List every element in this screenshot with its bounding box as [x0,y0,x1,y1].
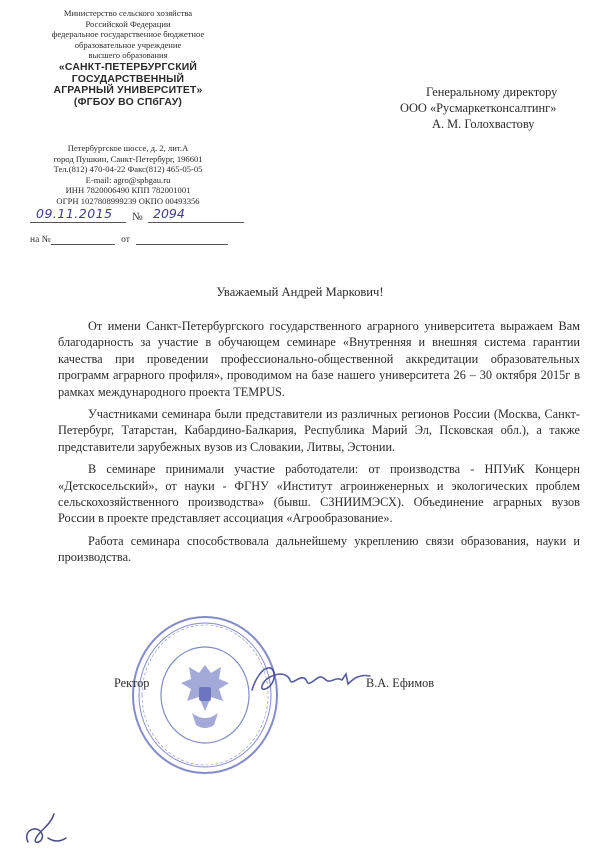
on-number-label: на № [30,235,51,245]
addressee-block [400,84,590,132]
addressee-title: Генеральному директору [426,85,558,99]
ministry-line: Министерство сельского хозяйства [63,8,193,18]
address-line: Тел.(812) 470-04-22 Факс(812) 465-05-05 [53,164,203,175]
from-blank [136,235,228,245]
from-label: от [121,235,130,245]
body-paragraph: В семинаре принимали участие работодатели: от производства - НПУиК Концерн «Детскосельский», от науки - ФГНУ «Институт агроинженерных и экологических проблем сельскохозяйственного производства» (бывш. СЗНИИМЭСХ). Объединение аграрных вузов России в проекте представляет ассоциация «Агрообразование». [58,462,580,526]
university-line: «САНКТ-ПЕТЕРБУРГСКИЙ [58,61,198,73]
university-line: (ФГБОУ ВО СПбГАУ) [73,96,183,108]
salutation: Уважаемый Андрей Маркович! [216,285,384,299]
address-line: ИНН 7820006490 КПП 782001001 [65,185,191,196]
body-paragraph: Работа семинара способствовала дальнейшему укреплению связи образования, науки и производства. [58,533,580,565]
addressee-company: ООО «Русмаркетконсалтинг» [400,101,557,115]
addressee-name: А. М. Голохвастову [432,117,535,131]
body-paragraph: От имени Санкт-Петербургского государственного аграрного университета выражаем Вам благодарность за участие в обучающем семинаре «Внутренняя и внешняя система гарантии качества при проведении профессионально-общественной аккредитации образовательных программ аграрного профиля», проводимом на базе нашего университета 26 – 30 октября 2015г в рамках международного проекта TEMPUS. [58,319,580,399]
number-sign: № [132,211,143,223]
body-paragraph: Участниками семинара были представители из различных регионов России (Москва, Санкт-Петербург, Татарстан, Кабардино-Балкария, Республика Марий Эл, Псковская обл.), а также представители зарубежных вузов из Словакии, Литвы, Эстонии. [58,407,580,454]
signatory-name: В.А. Ефимов [366,676,435,690]
rector-signature [246,660,376,700]
letterhead [28,8,228,108]
handwritten-date: 09.11.2015 [36,206,113,221]
incoming-reference [30,235,228,245]
initials-mark [20,808,70,853]
signatory-role: Ректор [114,676,150,690]
eagle-emblem-icon [181,665,229,728]
date-underline [30,222,126,223]
university-line: АГРАРНЫЙ УНИВЕРСИТЕТ» [53,85,203,97]
letter-body [58,318,580,572]
address-line: Петербургское шоссе, д. 2, лит.А [67,143,189,153]
ministry-line: Российской Федерации [85,18,171,29]
number-underline [148,222,244,223]
ministry-line: федеральное государственное бюджетное [51,29,205,40]
on-number-blank [51,235,115,245]
ministry-line: образовательное учреждение [74,39,182,50]
address-line: город Пушкин, Санкт-Петербург, 196601 [53,153,203,164]
university-name [28,62,228,108]
address-line: E-mail: agro@spbgau.ru [85,174,171,185]
handwritten-number: 2094 [153,206,185,221]
ministry-line: высшего образования [88,50,168,61]
outgoing-reference [30,206,270,234]
sender-address [28,143,228,207]
university-line: ГОСУДАРСТВЕННЫЙ [71,73,185,85]
address-line: ОГРН 1027808999239 ОКПО 00493356 [56,195,200,206]
